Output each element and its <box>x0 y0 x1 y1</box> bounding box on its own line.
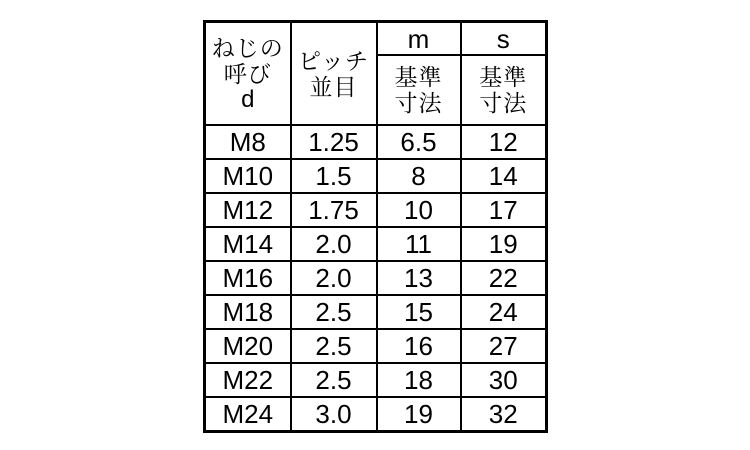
table-row <box>205 397 547 432</box>
header-s <box>461 22 547 56</box>
cell-m: 19 <box>377 397 461 432</box>
header-thread-line-2: 呼び <box>223 61 272 87</box>
header-m <box>377 22 461 56</box>
header-pitch-line-1: ピッチ <box>297 47 370 74</box>
header-row-top <box>205 22 547 56</box>
cell-m: 15 <box>377 295 461 329</box>
cell-m: 11 <box>377 227 461 261</box>
cell-pitch: 2.0 <box>291 227 377 261</box>
cell-d: M12 <box>205 193 291 227</box>
cell-pitch: 1.25 <box>291 125 377 159</box>
header-m-sub-line-1: 基準 <box>394 64 443 90</box>
header-s-basic-dimension <box>461 55 547 125</box>
cell-pitch: 1.75 <box>291 193 377 227</box>
header-m-sub-line-2: 寸法 <box>394 90 443 116</box>
header-pitch <box>291 22 377 126</box>
cell-m: 6.5 <box>377 125 461 159</box>
cell-m: 8 <box>377 159 461 193</box>
header-thread-line-3: d <box>241 86 255 113</box>
table-row <box>205 295 547 329</box>
table-row <box>205 193 547 227</box>
cell-s: 17 <box>461 193 547 227</box>
cell-pitch: 2.5 <box>291 329 377 363</box>
cell-d: M8 <box>205 125 291 159</box>
table-row <box>205 159 547 193</box>
cell-m: 10 <box>377 193 461 227</box>
header-thread-diameter <box>205 22 291 126</box>
table-row <box>205 363 547 397</box>
header-m-label: m <box>407 23 430 54</box>
cell-d: M18 <box>205 295 291 329</box>
cell-pitch: 2.0 <box>291 261 377 295</box>
cell-d: M24 <box>205 397 291 432</box>
cell-m: 13 <box>377 261 461 295</box>
table-row <box>205 227 547 261</box>
cell-d: M10 <box>205 159 291 193</box>
cell-pitch: 3.0 <box>291 397 377 432</box>
cell-d: M22 <box>205 363 291 397</box>
cell-pitch: 2.5 <box>291 363 377 397</box>
cell-d: M16 <box>205 261 291 295</box>
cell-s: 22 <box>461 261 547 295</box>
table-row <box>205 329 547 363</box>
cell-s: 27 <box>461 329 547 363</box>
table-row <box>205 125 547 159</box>
header-s-sub-line-2: 寸法 <box>479 90 528 116</box>
cell-pitch: 2.5 <box>291 295 377 329</box>
cell-d: M14 <box>205 227 291 261</box>
cell-s: 12 <box>461 125 547 159</box>
header-m-basic-dimension <box>377 55 461 125</box>
cell-s: 30 <box>461 363 547 397</box>
nut-dimension-spec-table <box>203 20 548 433</box>
header-s-label: s <box>496 23 510 54</box>
header-s-sub-line-1: 基準 <box>479 64 528 90</box>
cell-s: 19 <box>461 227 547 261</box>
cell-m: 18 <box>377 363 461 397</box>
cell-d: M20 <box>205 329 291 363</box>
cell-m: 16 <box>377 329 461 363</box>
cell-s: 24 <box>461 295 547 329</box>
cell-s: 32 <box>461 397 547 432</box>
cell-pitch: 1.5 <box>291 159 377 193</box>
cell-s: 14 <box>461 159 547 193</box>
header-pitch-line-2: 並目 <box>309 73 358 100</box>
header-thread-line-1: ねじの <box>211 35 284 61</box>
table-row <box>205 261 547 295</box>
